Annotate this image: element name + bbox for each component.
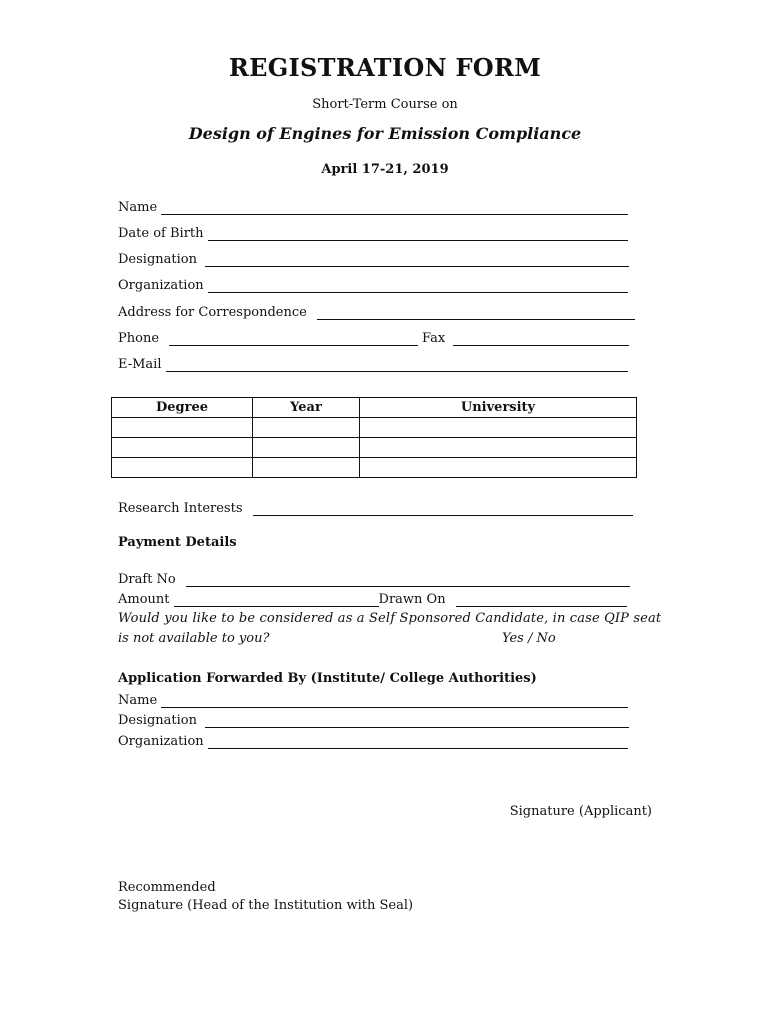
university-cell[interactable] <box>360 438 637 458</box>
designation-row <box>118 249 629 267</box>
recommended-label: Recommended <box>118 880 216 895</box>
table-row <box>112 438 637 458</box>
amount-field[interactable] <box>174 592 379 607</box>
degree-cell[interactable] <box>112 438 253 458</box>
designation-field[interactable] <box>205 252 629 267</box>
organization-label: Organization <box>118 278 204 293</box>
designation-label: Designation <box>118 252 197 267</box>
forwarded-heading: Application Forwarded By (Institute/ College Authorities) <box>118 671 537 686</box>
course-intro: Short-Term Course on <box>312 97 458 112</box>
research-field[interactable] <box>253 501 633 516</box>
year-cell[interactable] <box>253 458 360 478</box>
fwd-organization-label: Organization <box>118 734 204 749</box>
name-row <box>118 197 628 215</box>
fwd-organization-field[interactable] <box>208 734 628 749</box>
year-cell[interactable] <box>253 438 360 458</box>
draft-label: Draft No <box>118 572 176 587</box>
fwd-designation-row <box>118 710 629 728</box>
fwd-name-field[interactable] <box>161 693 628 708</box>
phone-label: Phone <box>118 331 160 346</box>
amount-label: Amount <box>118 592 170 607</box>
address-field[interactable] <box>317 305 635 320</box>
sponsor-question-line1: Would you like to be considered as a Self Sponsored Candidate, in case QIP seat <box>118 611 662 626</box>
form-title: REGISTRATION FORM <box>228 53 542 82</box>
draft-row <box>118 569 630 587</box>
address-row <box>118 302 635 320</box>
fwd-organization-row <box>118 731 628 749</box>
drawn-on-label: Drawn On <box>378 592 446 607</box>
education-table <box>111 397 637 478</box>
research-row <box>118 498 633 516</box>
dob-row <box>118 223 628 241</box>
email-row <box>118 354 628 372</box>
course-dates: April 17-21, 2019 <box>321 162 449 177</box>
university-header: University <box>360 398 637 418</box>
organization-row <box>118 275 628 293</box>
fwd-name-row <box>118 690 628 708</box>
table-row <box>112 418 637 438</box>
email-field[interactable] <box>166 357 628 372</box>
dob-field[interactable] <box>208 226 628 241</box>
sponsor-question-line2: is not available to you? <box>118 631 270 646</box>
degree-cell[interactable] <box>112 458 253 478</box>
table-row <box>112 458 637 478</box>
research-label: Research Interests <box>118 501 243 516</box>
head-signature-label: Signature (Head of the Institution with Seal) <box>118 898 414 913</box>
applicant-signature-label: Signature (Applicant) <box>509 804 652 819</box>
degree-cell[interactable] <box>112 418 253 438</box>
fax-label: Fax <box>422 331 446 346</box>
course-name: Design of Engines for Emission Compliance <box>188 124 582 143</box>
address-label: Address for Correspondence <box>118 305 307 320</box>
year-cell[interactable] <box>253 418 360 438</box>
university-cell[interactable] <box>360 458 637 478</box>
phone-field[interactable] <box>169 331 418 346</box>
year-header: Year <box>253 398 360 418</box>
fwd-designation-label: Designation <box>118 713 197 728</box>
phone-fax-row <box>118 328 629 346</box>
fwd-designation-field[interactable] <box>205 713 629 728</box>
drawn-on-field[interactable] <box>456 592 627 607</box>
table-header-row <box>112 398 637 418</box>
organization-field[interactable] <box>208 278 628 293</box>
dob-label: Date of Birth <box>118 226 204 241</box>
name-label: Name <box>118 200 158 215</box>
amount-row <box>118 589 627 607</box>
fwd-name-label: Name <box>118 693 158 708</box>
draft-field[interactable] <box>186 572 630 587</box>
university-cell[interactable] <box>360 418 637 438</box>
payment-heading: Payment Details <box>118 535 237 550</box>
email-label: E-Mail <box>118 357 162 372</box>
name-field[interactable] <box>161 200 628 215</box>
degree-header: Degree <box>112 398 253 418</box>
sponsor-answer-option[interactable]: Yes / No <box>502 631 556 646</box>
fax-field[interactable] <box>453 331 629 346</box>
